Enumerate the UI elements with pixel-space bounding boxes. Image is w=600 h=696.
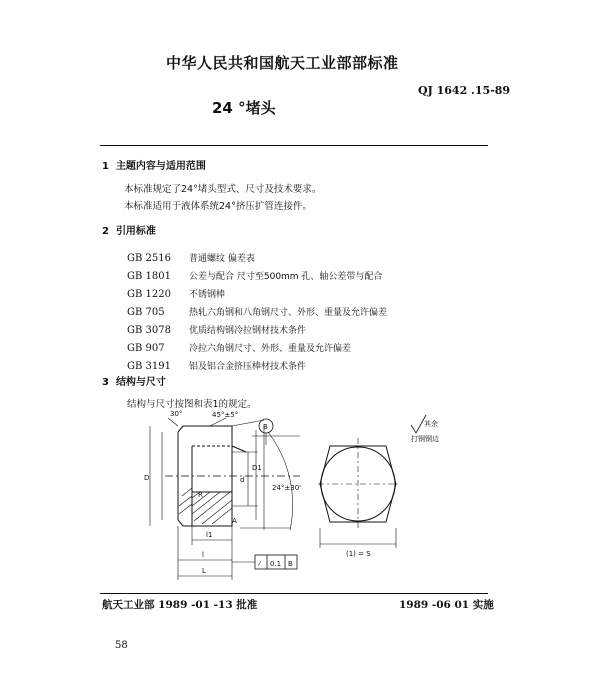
implementation-date: 1989 -06 01 实施 xyxy=(399,599,494,611)
plug-outline-left xyxy=(178,432,183,526)
plug-outline-bottom xyxy=(183,506,232,526)
datum-label: B xyxy=(263,423,268,431)
reference-item: GB 2516 普通螺纹 偏差表 xyxy=(127,253,255,264)
reference-item: GB 907 冷拉六角钢尺寸、外形、重量及允许偏差 xyxy=(127,343,352,354)
document-title: 24 °堵头 xyxy=(212,99,276,117)
footer-rule xyxy=(100,593,488,594)
dim-a-label: A xyxy=(232,517,237,525)
section-1-paragraph-2: 本标准适用于液体系统24°挤压扩管连接件。 xyxy=(124,201,312,212)
reference-item: GB 705 热轧六角钢和八角钢尺寸、外形、重量及允许偏差 xyxy=(127,307,388,318)
section-3-heading: 3 结构与尺寸 xyxy=(102,377,166,388)
hex-dimension-label: (1) = S xyxy=(346,550,371,558)
tolerance-datum: B xyxy=(288,560,293,568)
section-3-paragraph: 结构与尺寸按图和表1的规定。 xyxy=(127,399,257,410)
section-1-paragraph-1: 本标准规定了24°堵头型式、尺寸及技术要求。 xyxy=(124,184,322,195)
section-1-heading: 1 主题内容与适用范围 xyxy=(102,161,206,172)
chamfer-label: 45°±5° xyxy=(212,411,239,419)
note-edge: 打钢钢边 xyxy=(411,435,439,443)
len-l-label: l xyxy=(202,551,204,559)
dia-d1-label: D1 xyxy=(252,464,262,472)
dia-d-label: D xyxy=(144,474,150,482)
reference-item: GB 3078 优质结构钢冷拉钢材技术条件 xyxy=(127,325,307,336)
tolerance-symbol: ⁄ xyxy=(259,560,261,568)
reference-item: GB 3191 铝及铝合金挤压棒材技术条件 xyxy=(127,361,307,372)
tolerance-value: 0.1 xyxy=(270,560,282,568)
angle-label: 30° xyxy=(170,410,183,418)
reference-item: GB 1220 不锈钢棒 xyxy=(127,289,226,300)
radius-label: R xyxy=(198,491,203,499)
section-2-heading: 2 引用标准 xyxy=(102,226,156,237)
ministry-title: 中华人民共和国航天工业部部标准 xyxy=(166,54,399,72)
note-remaining: 其余 xyxy=(424,420,438,428)
reference-item: GB 1801 公差与配合 尺寸至500mm 孔、轴公差带与配合 xyxy=(127,271,383,282)
thread-label: d xyxy=(240,476,245,484)
standard-number: QJ 1642 .15-89 xyxy=(418,84,511,97)
len-l1-label: l1 xyxy=(206,531,213,539)
approval-date: 航天工业部 1989 -01 -13 批准 xyxy=(102,599,258,611)
taper-arc xyxy=(268,432,293,530)
section-hatching xyxy=(179,488,232,524)
len-big-l-label: L xyxy=(202,567,206,575)
page-number: 58 xyxy=(115,640,128,651)
taper-label: 24°±30' xyxy=(272,484,302,492)
